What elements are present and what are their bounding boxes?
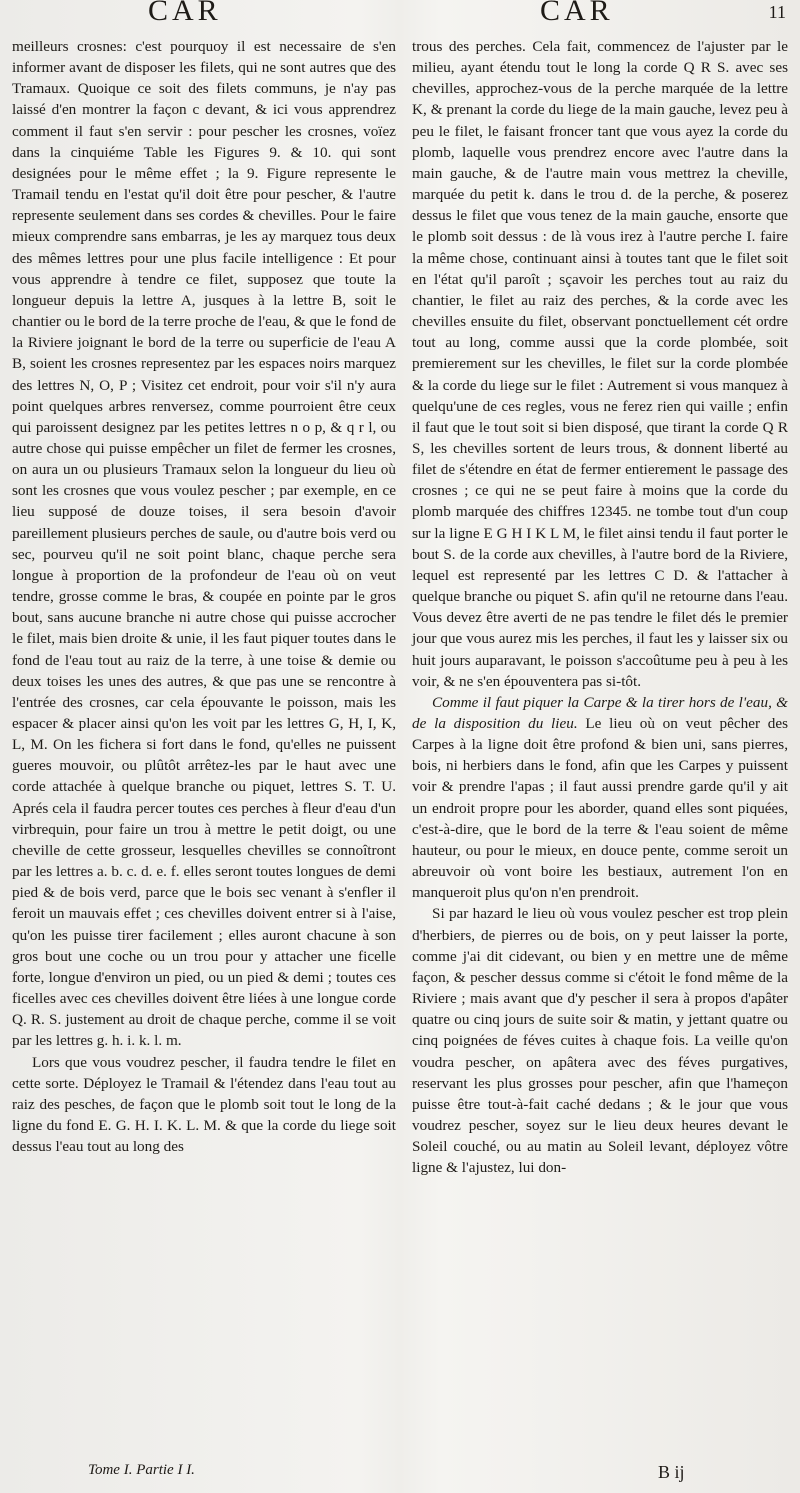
header-right-word: CAR	[540, 0, 614, 27]
right-paragraph-3: Si par hazard le lieu où vous voulez pescher est trop plein d'herbiers, de pierres ou de bois, on y peut laisser la porte, comme j'ai dit cidevant, ou bien y en mettre une de même façon, & pescher dessus comme si c'étoit le fond même de la Riviere ; mais avant que d'y pescher il sera à propos d'apâter quatre ou cinq jours de suite soir & matin, y jettant quatre ou cinq poignées de féves cuites à chaque fois. La veille qu'on voudra pescher, on apâtera avec des féves purgatives, reservant les plus grosses pour pescher, afin que l'hameçon puisse être tout-à-fait caché dedans ; & le jour que vous voudrez pescher, soyez sur le lieu deux heures devant le Soleil couché, ou au matin au Soleil levant, déployez vôtre ligne & l'ajustez, lui don-	[412, 905, 788, 1177]
footer-signature: B ij	[658, 1462, 685, 1482]
header-left-word: CAR	[148, 0, 222, 27]
page-number: 11	[768, 2, 786, 22]
footer-volume: Tome I. Partie I I.	[88, 1462, 195, 1478]
running-header	[0, 0, 800, 40]
right-column	[412, 36, 788, 1178]
section-body: Le lieu où on veut pêcher des Carpes à la ligne doit être profond & bien uni, sans pierres, bois, ni herbiers dans le fond, afin que les Carpes y puissent voir & prendre l'apas ; il faut aussi prendre garde qu'il y ait un endroit propre pour les aborder, quand elles sont piquées, c'est-à-dire, que le bord de la terre & l'eau soient de même hauteur, ou pour le mieux, en douce pente, comme seroit un abreuvoir où vont boire les bestiaux, autrement l'on en manqueroit plus qu'on n'en prendroit.	[412, 715, 789, 902]
left-paragraph-2: Lors que vous voudrez pescher, il faudra tendre le filet en cette sorte. Déployez le Tramail & l'étendez dans l'eau tout au raiz des pesches, de façon que le plomb soit tout le long de la ligne du fond E. G. H. I. K. L. M. & que la corde du liege soit dessus l'eau tout au long des	[12, 1053, 396, 1156]
right-paragraph-2	[412, 692, 788, 904]
left-paragraph-1: meilleurs crosnes: c'est pourquoy il est necessaire de s'en informer avant de disposer les filets, qui ne sont autres que des Tramaux. Quoique ce soit des filets communs, je n'ay pas laissé d'en montrer la façon c devant, & ici vous apprendrez comment il faut s'en servir : pour pescher les crosnes, voïez dans la cinquiéme Table les Figures 9. & 10. qui sont designées pour le même effet ; la 9. Figure represente le Tramail tendu en l'estat qu'il doit être pour pescher, & l'autre represente seulement dans ses cordes & chevilles. Pour le faire mieux comprendre sans embarras, je les ay marquez tous deux des mêmes lettres pour une plus facile intelligence : Et pour vous apprendre à tendre ce filet, supposez que toute la longueur depuis la lettre A, jusques à la lettre B, soit le chantier ou le bord de la terre proche de l'eau, & que le fond de la Riviere joignant le bord de la terre ou superficie de l'eau A B, soient les crosnes representez par les espaces noirs marquez des lettres N, O, P ; Visitez cet endroit, pour voir s'il n'y aura point quelques arbres renversez, comme pourroient être ceux qui paroissent designez par les petites lettres n o p, & q r l, ou autre chose qui puisse empêcher un filet de fermer les crosnes, on aura un ou plusieurs Tramaux selon la longueur du lieu où sont les crosnes que vous voulez pescher ; par exemple, en ce lieu supposé de douze toises, il sera besoin d'avoir pareillement plusieurs perches de saule, ou d'autre bois verd ou sec, pourveu qu'il ne soit point blanc, chaque perche sera longue à proportion de la profondeur de l'eau où on veut tendre, grosse comme le bras, & coupée en pointe par le gros bout, sans aucune branche ni autre chose qui puisse accrocher le filet, mais bien droite & unie, il les faut piquer toutes dans le fond de l'eau tout au raiz de la terre, à une toise & demie ou deux toises les unes des autres, & que pas une se rencontre à l'entrée des crosnes, car cela épouvante le poisson, mais les espacer & placer ainsi qu'on les voit par les lettres G, H, I, K, L, M. On les fichera si fort dans le fond, qu'elles ne puissent gueres mouvoir, ou plûtôt arrêtez-les par le haut avec une corde attachée à quelque branche ou piquet, lettres S. T. U. Aprés cela il faudra percer toutes ces perches à fleur d'eau d'un virbrequin, pour faire un trou à mettre le petit doigt, ou une cheville de cette grosseur, lesquelles chevilles se connoîtront par les lettres a. b. c. d. e. f. elles seront toutes longues de demi pied & de bois verd, parce que le bois sec venant à s'enfler il feroit un mauvais effet ; ces chevilles doivent entrer si à l'aise, qu'on les puisse tirer facilement ; elles auront chacune à son gros bout une coche ou un trou pour y attacher une ficelle forte, longue d'environ un pied, ou un pied & demi ; toutes ces ficelles avec ces chevilles doivent être liées à une longue corde Q. R. S. justement au droit de chaque perche, comme il se voit par les lettres g. h. i. k. l. m.	[12, 38, 396, 1050]
left-column	[12, 36, 396, 1157]
section-heading: Comme il faut piquer la Carpe & la tirer hors de l'eau, & de la disposition du lieu.	[412, 693, 788, 732]
right-paragraph-1: trous des perches. Cela fait, commencez de l'ajuster par le milieu, ayant étendu tout le long la corde Q R S. avec ses chevilles, approchez-vous de la perche marquée de la lettre K, & prenant la corde du liege de la main gauche, levez peu à peu le filet, le faisant froncer tant que vous ayez la corde du plomb, laquelle vous prendrez encore avec l'autre dans la main gauche, & de l'autre main vous mettrez la cheville, marquée du petit k. dans le trou d. de la perche, & poserez dessus le filet que vous tenez de la main gauche, ensorte que le plomb soit dessus : de là vous irez à l'autre perche I. faire la même chose, continuant ainsi à toutes tant que le filet soit en l'état qu'il paroît ; sçavoir les perches tout au raiz du chantier, le filet au raiz des perches, & la corde avec les chevilles ensuite du filet, observant ponctuellement cét ordre tout au long, comme aussi que la corde plombée, soit premierement sur les chevilles, le filet sur la corde plombée & la corde du liege sur le filet : Autrement si vous manquez à quelqu'une de ces regles, vous ne ferez rien qui vaille ; enfin il faut que le tout soit si bien disposé, que tirant la corde Q R S, les chevilles sortent de leurs trous, & donnent liberté au filet de s'étendre en état de fermer entierement le passage des crosnes ; ce qui ne se peut faire à moins que la corde du plomb marquée des chiffres 12345. ne tombe tout d'un coup sur la ligne E G H I K L M, le filet ainsi tendu il faut porter le bout S. de la corde aux chevilles, à l'autre bord de la Riviere, lequel est representé par les lettres C D. & l'attacher à quelque branche ou piquet S. afin qu'il ne retourne dans l'eau. Vous devez être averti de ne pas tendre le filet dés le premier jour que vous aurez mis les perches, il faut les y laisser six ou huit jours auparavant, le poisson s'accoûtume peu à peu à les voir, & ne s'en épouventera pas si-tôt.	[412, 38, 788, 690]
